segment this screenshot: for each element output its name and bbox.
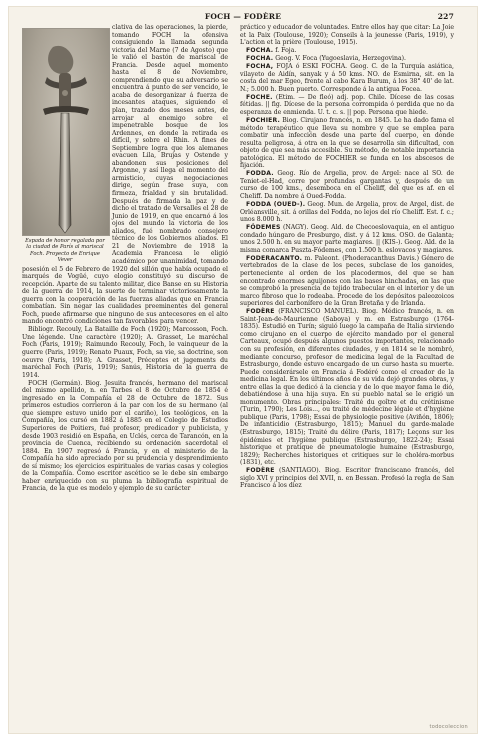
left-paragraph-foch-german: FOCH (Germán). Biog. Jesuita francés, hermano del mariscal del mismo apellido, n. en Tarbes el 8 de Octubre de 1854 é ingresado en la Compañía el 28 de Octubre de 1872. Sus primeros estudios corrieron á la par con los de su hermano (al que siempre estuvo unido por el cariño), los teológicos, en la Compañía, los cursó en 1882 á 1885 en el Colegio de Estudios Superiores de Poitiers, fué profesor, predicador y publicista, y desde 1903 residió en España, en Uclés, cerca de Tarancón, en la provincia de Cuenca, recibiendo su ordenación sacerdotal el 1884. En 1907 regresó á Francia, y en el ministerio de la Compañía ha sido apreciado por su prudencia y desprendimiento de sí mismo; los ejercicios espirituales de varias casas y colegios de la Compañía. Como escritor ascético se le debe sin embargo haber enriquecido con su pluma la bibliografía espiritual de Francia, de la que es modelo y ejemplo de su carácter — [22, 379, 228, 493]
headword: FODÈRE — [246, 467, 275, 475]
sword-illustration — [23, 29, 109, 235]
figure-caption: Espada de honor regalada por la ciudad de París al mariscal Foch. Proyecto de Enrique Vever — [25, 238, 105, 263]
entry-fodda-oued: FODDA (OUED-). Geog. Mun. de Argelia, prov. de Argel, dist. de Orléansville, sit. á orillas del Fodda, no lejos del río Cheliff. Est. f. c.; unos 8.000 h. — [240, 201, 454, 224]
watermark: todocoleccion — [429, 724, 468, 730]
headword: FODÈRE — [246, 308, 275, 316]
headword: FOCHA, — [246, 63, 274, 71]
figure — [22, 28, 108, 263]
headword: FOCHIER. — [246, 117, 281, 125]
entry-fodda: FODDA. Geog. Río de Argelia, prov. de Argel: nace al SO. de Teniet-el-Had, corre por profundas gargantas y, después de un curso de 100 kms., desemboca en el Cheliff, del que es af. en el Cheliff. Da nombre á Oued-Fodda. — [240, 170, 455, 201]
running-head — [8, 12, 478, 24]
entry-fodemes: FÓDEMES (NAGY). Geog. Ald. de Checoeslovaquia, en el antiguo condado húngaro de Presburgo, dist. y á 12 kms. OSO. de Galanta; unos 2.500 h. en su mayor parte magiares. || (KIS-). Geog. Ald. de la misma comarca Puszta-Fódemes, con 1.500 h. eslovacos y magiares. — [240, 224, 455, 254]
headword: FOCHA. — [246, 55, 274, 63]
entry-focha-2: FOCHA. Geog. V. Foca (Yugoeslavia, Herzegovina). — [246, 55, 406, 63]
headword: FODDA. — [246, 170, 274, 178]
running-head-title: FOCH — FODÈRE — [204, 12, 282, 21]
sword-photo — [22, 28, 110, 236]
entry-foche: FOCHE. (Etim. — De fleó) adj. pop. Chile. Dícese de las cosas fétidas. || fig. Dícese de la persona corrompida ó perdida que no da esperanza de enmienda. U. t. c. s. || pop. Persona que hiede. — [240, 93, 455, 117]
encyclopedia-page — [8, 6, 478, 734]
entry-fodere-santiago: FODÈRE (SANTIAGO). Biog. Escritor franciscano francés, del siglo XVI y principios del XVII, n. en Bessan. Profesó la regla de San Francisco á los diez — [240, 467, 455, 490]
page-number: 227 — [437, 12, 454, 21]
left-column — [22, 24, 228, 493]
headword: FOCHE. — [246, 93, 273, 101]
headword: FOCHA. — [246, 47, 274, 55]
headword: FODERACANTO. — [246, 254, 303, 262]
entry-fochier: FOCHIER. Biog. Cirujano francés, n. en 1845. Le ha dado fama el método terapéutico que lleva su nombre y que se emplea para combatir una infección desde una parte del cuerpo, en donde resulta peligrosa, á otra en la que se desarrolla sin dificultad, con objeto de que sea más accesible. Su método, de notable importancia patológica. El método de FOCHIER se funda en los abscesos de fijación. — [240, 117, 455, 170]
left-paragraph-bibliography: Bibliogr. Recouly, La Bataille de Foch (1920); Marcosson, Foch. Une légende. Une caractère (1920); A. Grasset, Le maréchal Foch (Paris, 1919); Raimundo Recouly, Foch, le vainqueur de la guerre (Paris, 1919); Renato Puaux, Foch, sa vie, sa doctrine, son oeuvre (Paris, 1918); A. Grasset, Préceptes et jugements du maréchal Foch (Paris, 1919); Sanús, Historia de la guerra de 1914. — [22, 326, 228, 379]
headword: FODDA (OUED-). — [246, 201, 306, 209]
right-column — [240, 24, 454, 490]
right-paragraph-continuation: práctico y educador de voluntades. Entre ellos hay que citar: La Joie et la Paix (Toulouse, 1920); Conseils à la jeunesse (Paris, 1919), y L'action et la prière (Toulouse, 1915). — [240, 24, 454, 47]
entry-foderacanto: FODERACANTO. m. Paleont. (Phoderacanthus Davis.) Género de vertebrados de la clase de los peces, subclase de los ganoides, perteneciente al orden de los placodermos, del que se han encontrado enormes aguijones con las bases hinchadas, en las que se comprobó la presencia de tejido trabecular en el interior y de un marco fibroso que lo rodeaba. Procede de los depósitos paleozoicos superiores del carbonífero de la Gran Bretaña y de Irlanda. — [240, 254, 454, 308]
entry-fodere-francisco: FODÈRE (FRANCISCO MANUEL). Biog. Médico francés, n. en Saint-Jean-de-Maurienne (Saboya) y m. en Estrasburgo (1764-1835). Estudió en Turín; siguió luego la campaña de Italia sirviendo como cirujano en el cuerpo de ejército mandado por el general Carteaux, ocupó después algunos puestos importantes, relacionado con su profesión, en diferentes ciudades, y en 1814 se le nombró, mediante concurso, profesor de medicina legal de la Facultad de Estrasburgo, donde estuvo encargado de un curso hasta su muerte. Puede considerársele en Francia á Fodéré como el creador de la medicina legal. En los últimos años de su vida dejó grandes obras, y entre ellas la que dedicó á la ciencia y de lo que mayor fama le dió, debatiéndose á una hija suya. En su pueblo natal se le erigió un monumento. Obras principales: Traité du goître et du crétinisme (Turin, 1790); Les Lois..., ou traité de médecine légale et d'hygiène publique (Paris, 1798); Essai de physiologie positive (Aviñón, 1806); De infanticidio (Estrasburgo, 1815); Manuel du garde-malade (Estrasburgo, 1815); Traité du délire (Paris, 1817); Leçons sur les épidémies et l'hygiène publique (Estrasburgo, 1822-24); Essai historique et pratique de pneumatologie humaine (Estrasburgo, 1829); Recherches historiques et critiques sur le choléra-morbus (1831), etc. — [240, 308, 455, 467]
headword: FÓDEMES — [246, 224, 281, 232]
left-paragraph-1: clativa de las operaciones, la pierde, tomando FOCH la ofensiva consiguiendo la llamada segunda victoria del Marne (7 de Agosto) que le valió el bastón de mariscal de Francia. Desde aquel momento hasta el 8 de Noviembre, comprendiendo que su adversario se encuentra á punto de ser vencido, le acaba de desorganizar á fuerza de incesantes ataques, siguiendo el plan, trazado dos meses antes, de arrojar al enemigo sobre el impenetrable bosque de los Ardennes, en donde la retirada es difícil, y sobre el Rhin. A fines de Septiembre logra que los alemanes evacuen Lila, Brujas y Ostende y abandonen sus posiciones del Argonne, y así llega el momento del armisticio, cuyas negociaciones dirige, según frase suya, con firmeza, frialdad y sin brutalidad. Después de firmada la paz y de dicho el tratado de Versalles el 28 de Junio de 1919, en que encarnó á los ojos del mundo la victoria de los aliados, fué nombrado consejero técnico de los Gobiernos aliados. El 21 de Noviembre de 1918 la Academia Francesa le eligió académico por unanimidad, tomando posesión el 5 de Febrero de 1920 del sillón que había ocupado el marqués de Vogüé, cuyo elogio constituyó su discurso de recepción. Aparte de su talento militar, dice Banse en su Historia de la guerra de 1914, la suerte de terminar victoriosamente la guerra con la cooperación de las fuerzas aliadas que en Francia combatían. Sin negar las cualidades preeminentes del general Foch, puede afirmarse que ninguno de sus antecesores en el alto mando encontró condiciones tan favorables para vencer. — [22, 24, 228, 326]
entry-focha-1: FOCHA. f. Foja. — [246, 47, 297, 55]
entry-focha-3: FOCHA, FOJA ó ESKI FOCHA. Geog. C. de la Turquía asiática, vilayeto de Aidín, sanyak y á 50 kms. NO. de Esmirna, sit. en la costa del mar Egeo, frente al cabo Kara Burum, á los 38° 40' de lat. N.; 5.000 h. Buen puerto. Corresponde á la antigua Focea. — [240, 63, 454, 93]
